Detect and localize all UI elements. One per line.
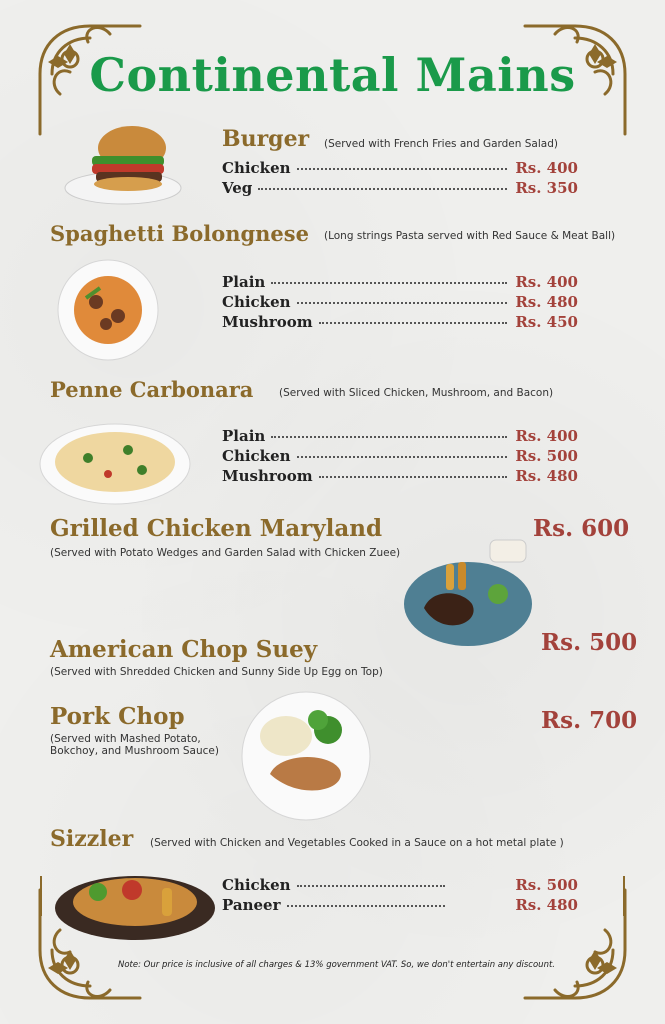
spaghetti-description: (Long strings Pasta served with Red Sauce & Meat Ball) [324,230,616,242]
item-price: Rs. 450 [515,313,578,331]
border-right-bottom [623,876,625,916]
item-price: Rs. 500 [515,447,578,465]
chopsuey-title: American Chop Suey [50,636,318,663]
menu-row [222,179,578,199]
porkchop-image [240,690,372,822]
menu-row [222,293,578,313]
item-price: Rs. 400 [515,427,578,445]
penne-title: Penne Carbonara [50,377,254,402]
menu-row [222,467,578,487]
item-name: Chicken [222,447,291,465]
burger-title: Burger [222,126,310,152]
sizzler-price-list [222,876,578,916]
item-name: Plain [222,273,266,291]
item-price: Rs. 500 [515,876,578,894]
vat-note: Note: Our price is inclusive of all charges & 13% government VAT. So, we don't entertain any discount. [118,960,555,970]
maryland-description: (Served with Potato Wedges and Garden Salad with Chicken Zuee) [50,547,401,559]
item-name: Chicken [222,293,291,311]
item-price: Rs. 400 [515,159,578,177]
menu-row [222,876,578,896]
item-name: Chicken [222,159,291,177]
maryland-title: Grilled Chicken Maryland [50,515,383,542]
maryland-image [402,538,538,650]
burger-price-list [222,159,578,199]
porkchop-description-line1: (Served with Mashed Potato, [50,733,201,745]
page-title: Continental Mains [89,48,576,102]
porkchop-price: Rs. 700 [541,707,638,734]
penne-price-list [222,427,578,487]
spaghetti-price-list [222,273,578,333]
item-price: Rs. 400 [515,273,578,291]
item-name: Chicken [222,876,291,894]
menu-row [222,427,578,447]
menu-row [222,896,578,916]
spaghetti-image [56,258,160,362]
chopsuey-description: (Served with Shredded Chicken and Sunny Side Up Egg on Top) [50,666,383,678]
sizzler-title: Sizzler [50,826,134,852]
chopsuey-price: Rs. 500 [541,629,638,656]
item-price: Rs. 350 [515,179,578,197]
item-name: Mushroom [222,467,313,485]
menu-row [222,313,578,333]
item-price: Rs. 480 [515,467,578,485]
burger-description: (Served with French Fries and Garden Salad) [324,138,558,150]
sizzler-description: (Served with Chicken and Vegetables Cooked in a Sauce on a hot metal plate ) [150,837,564,849]
menu-row [222,273,578,293]
penne-image [38,418,192,506]
spaghetti-title: Spaghetti Bolongnese [50,221,309,246]
item-price: Rs. 480 [515,896,578,914]
item-name: Mushroom [222,313,313,331]
porkchop-title: Pork Chop [50,703,185,730]
menu-row [222,447,578,467]
porkchop-description-line2: Bokchoy, and Mushroom Sauce) [50,745,219,757]
sizzler-image [52,862,218,944]
item-price: Rs. 480 [515,293,578,311]
item-name: Plain [222,427,266,445]
burger-image [62,118,184,208]
penne-description: (Served with Sliced Chicken, Mushroom, and Bacon) [279,387,554,399]
maryland-price: Rs. 600 [533,515,630,542]
item-name: Veg [222,179,253,197]
menu-row [222,159,578,179]
item-name: Paneer [222,896,281,914]
border-left-bottom [40,876,42,916]
